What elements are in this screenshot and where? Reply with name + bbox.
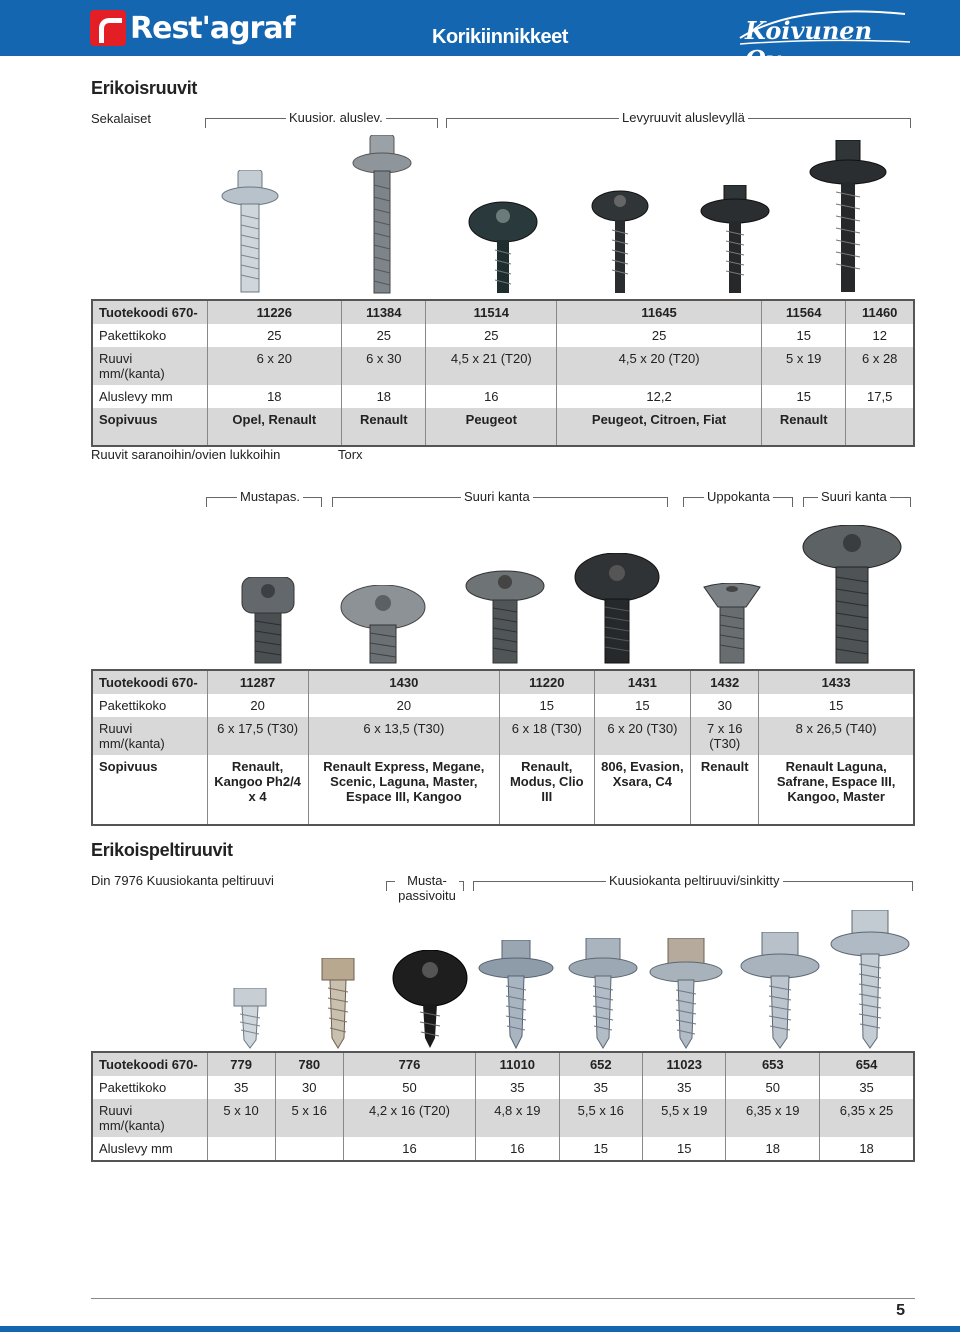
bracket-kuusiokanta-sinkitty xyxy=(473,873,913,891)
table-row-fits: Sopivuus Opel, Renault Renault Peugeot Peugeot, Citroen, Fiat Renault xyxy=(92,408,914,446)
table-row-code: Tuotekoodi 670- 779 780 776 11010 652 11023 653 654 xyxy=(92,1052,914,1076)
screw-image-779 xyxy=(230,988,270,1050)
restagraf-logo xyxy=(90,8,295,48)
subtitle-sekalaiset: Sekalaiset xyxy=(91,111,151,126)
screw-image-11645 xyxy=(590,190,650,295)
spec-table-3 xyxy=(91,1051,915,1162)
footer-bar xyxy=(0,1326,960,1332)
table-row-size: Ruuvi mm/(kanta) 6 x 20 6 x 30 4,5 x 21 (T20) 4,5 x 20 (T20) 5 x 19 6 x 28 xyxy=(92,347,914,385)
table-row-fits: Sopivuus Renault, Kangoo Ph2/4 x 4 Renault Express, Megane, Scenic, Laguna, Master, Espace III, Kangoo Renault, Modus, Clio III 806, Evasion, Xsara, C4 Renault Renault Laguna, Safrane, Espace III, Kangoo, Master xyxy=(92,755,914,825)
screw-image-1430 xyxy=(340,585,426,665)
screw-image-11010 xyxy=(478,940,554,1050)
screw-images-row-3 xyxy=(90,905,915,1050)
table-row-pack: Pakettikoko 35 30 50 35 35 35 50 35 xyxy=(92,1076,914,1099)
bracket-label: Suuri kanta xyxy=(461,489,533,505)
footer-divider xyxy=(91,1298,915,1299)
bracket-label: Uppokanta xyxy=(704,489,773,505)
table-row-washer: Aluslevy mm 16 16 15 15 18 18 xyxy=(92,1137,914,1161)
table-row-code: Tuotekoodi 670- 11287 1430 11220 1431 1432 1433 xyxy=(92,670,914,694)
spec-table-2 xyxy=(91,669,915,826)
screw-image-11460 xyxy=(808,140,888,295)
brand-text: Koivunen Oy xyxy=(745,16,873,74)
screw-images-row-2 xyxy=(90,520,915,665)
bracket-suuri-kanta xyxy=(332,489,668,507)
page-number: 5 xyxy=(896,1302,905,1319)
bracket-label: Levyruuvit aluslevyllä xyxy=(619,110,748,126)
subtitle-din7976: Din 7976 Kuusiokanta peltiruuvi xyxy=(91,873,274,888)
bracket-label: Mustapas. xyxy=(237,489,303,505)
screw-image-652 xyxy=(568,938,638,1050)
bracket-mustapassivoitu xyxy=(386,873,464,903)
bracket-mustapas xyxy=(206,489,322,507)
screw-image-11023 xyxy=(648,938,724,1050)
section-title-erikoisruuvit: Erikoisruuvit xyxy=(91,78,198,98)
table-row-code: Tuotekoodi 670- 11226 11384 11514 11645 11564 11460 xyxy=(92,300,914,324)
subtitle-saranoihin: Ruuvit saranoihin/ovien lukkoihin xyxy=(91,447,281,462)
page-header xyxy=(0,0,960,74)
screw-image-1432 xyxy=(702,583,762,665)
screw-image-1431 xyxy=(574,553,660,665)
bracket-suuri-kanta-2 xyxy=(803,489,911,507)
bracket-label: Kuusior. aluslev. xyxy=(286,110,386,126)
screw-image-776 xyxy=(392,950,468,1050)
bracket-levyruuvit xyxy=(446,110,911,128)
koivunen-logo xyxy=(735,8,915,74)
screw-image-654 xyxy=(830,910,910,1050)
table-row-pack: Pakettikoko 20 20 15 15 30 15 xyxy=(92,694,914,717)
page-title: Korikiinnikkeet xyxy=(432,26,568,48)
screw-image-780 xyxy=(318,958,358,1050)
screw-image-11384 xyxy=(352,135,412,295)
bracket-label: Kuusiokanta peltiruuvi/sinkitty xyxy=(606,873,783,889)
screw-image-11287 xyxy=(240,577,296,665)
table-row-washer: Aluslevy mm 18 18 16 12,2 15 17,5 xyxy=(92,385,914,408)
table-row-pack: Pakettikoko 25 25 25 25 15 12 xyxy=(92,324,914,347)
subtitle-torx: Torx xyxy=(338,447,363,462)
screw-image-11514 xyxy=(468,200,538,295)
table-row-size: Ruuvi mm/(kanta) 5 x 10 5 x 16 4,2 x 16 (T20) 4,8 x 19 5,5 x 16 5,5 x 19 6,35 x 19 6,35 x 25 xyxy=(92,1099,914,1137)
screw-image-11226 xyxy=(220,170,280,295)
restagraf-logo-mark xyxy=(90,10,126,46)
bracket-label: Musta-passivoitu xyxy=(395,873,459,903)
logo-text: Rest'agraf xyxy=(130,10,295,46)
spec-table-1 xyxy=(91,299,915,447)
table-row-size: Ruuvi mm/(kanta) 6 x 17,5 (T30) 6 x 13,5 (T30) 6 x 18 (T30) 6 x 20 (T30) 7 x 16 (T30) 8 x 26,5 (T40) xyxy=(92,717,914,755)
bracket-uppokanta xyxy=(683,489,793,507)
bracket-kuusior xyxy=(205,110,438,128)
screw-image-11564 xyxy=(700,185,770,295)
screw-image-653 xyxy=(740,932,820,1050)
screw-image-11220 xyxy=(465,570,545,665)
section-title-erikoispeltiruuvit: Erikoispeltiruuvit xyxy=(91,840,233,860)
screw-images-row-1 xyxy=(90,130,915,295)
screw-image-1433 xyxy=(802,525,902,665)
bracket-label: Suuri kanta xyxy=(818,489,890,505)
